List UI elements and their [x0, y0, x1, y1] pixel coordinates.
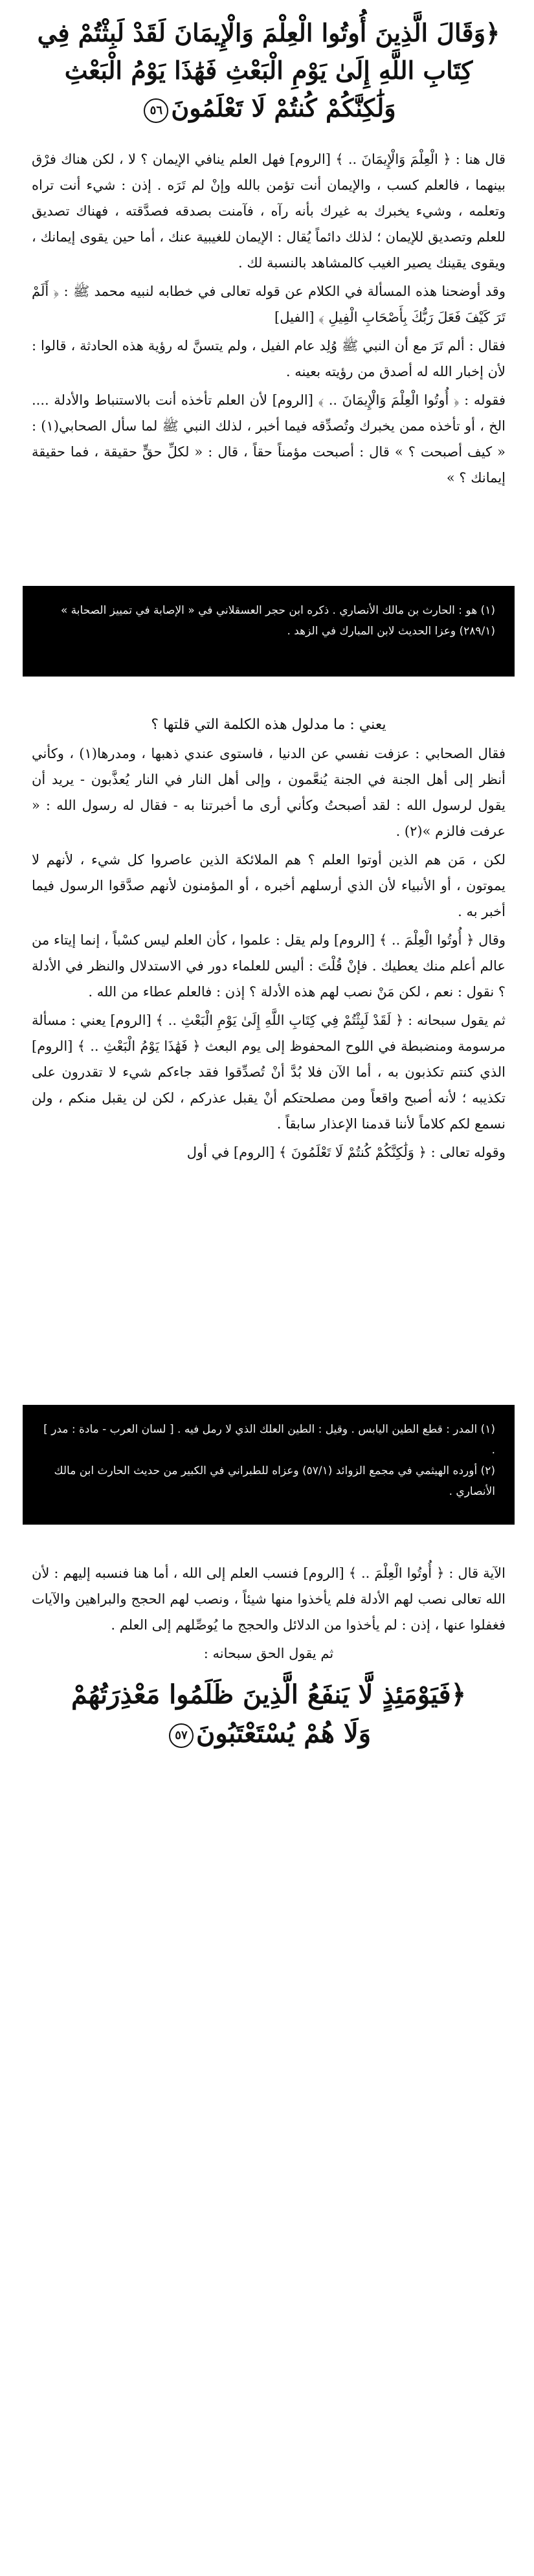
- verse-line: ﴿فَيَوْمَئِذٍ لَّا يَنفَعُ الَّذِينَ ظَلَمُوا مَعْذِرَتُهُمْ: [71, 1679, 467, 1710]
- footnote-band-2: [23, 1405, 515, 1525]
- paragraph: فقال : ألم تَرَ مع أن النبي ﷺ وُلِد عام الفيل ، ولم يتسنَّ له رؤية هذه الحادثة ، قالوا : لأن إخبار الله له أصدق من رؤيته بعينه .: [32, 338, 506, 379]
- paragraph: ثم يقول الحق سبحانه :: [203, 1646, 334, 1661]
- ayah-number: ٥٧: [169, 1723, 194, 1748]
- section-3: [32, 1560, 506, 1666]
- footnote: (٢) أورده الهيثمي في مجمع الزوائد (٥٧/١) وعزاه للطبراني في الكبير من حديث الحارث ابن مالك الأنصاري .: [54, 1464, 495, 1498]
- paragraph: وقوله تعالى : ﴿ وَلَٰكِنَّكُمْ كُنتُمْ لَا تَعْلَمُونَ ﴾ [الروم] في أول: [186, 1145, 506, 1160]
- section-2: [32, 712, 506, 1165]
- verse-line: ﴿وَقَالَ الَّذِينَ أُوتُوا الْعِلْمَ وَالْإِيمَانَ لَقَدْ لَبِثْتُمْ فِي: [37, 18, 500, 47]
- verse-line: كِتَابِ اللَّهِ إِلَىٰ يَوْمِ الْبَعْثِ فَهَٰذَا يَوْمُ الْبَعْثِ: [64, 56, 473, 85]
- page-3: [23, 1541, 515, 1929]
- paragraph: وقال ﴿ أُوتُوا الْعِلْمَ .. ﴾ [الروم] ولم يقل : علموا ، كأن العلم ليس كسْباً ، إنما إيتاء من عالم أعلم منك يعطيك . فإنْ قُلْتَ : أليس للعلماء دور في الاستدلال والنظر في الأدلة ؟ نقول : نعم ، لكن مَنْ نصب لهم هذه الأدلة ؟ إذن : فالعلم عطاء من الله .: [32, 932, 506, 1000]
- section-1: [32, 146, 506, 491]
- paragraph: الآية قال : ﴿ أُوتُوا الْعِلْمَ .. ﴾ [الروم] فنسب العلم إلى الله ، أما هنا فنسبه إليهم : لأن الله تعالى نصب لهم الأدلة فلم يأخذوا منها شيئاً ، ونصب لهم الحجج والبراهين والآيات فغفلوا عنها ، إذن : لم يأخذوا من الدلائل والحجج ما يُوصِّلهم إلى العلم .: [32, 1565, 506, 1633]
- verse-line: [23, 1714, 515, 1753]
- paragraph: فقوله : ﴿ أُوتُوا الْعِلْمَ وَالْإِيمَانَ .. ﴾ [الروم] لأن العلم تأخذه أنت بالاستنباط والأدلة .... الخ ، أو تأخذه ممن يخبرك وتُصدِّقه فيما أخبر ، لذلك النبي ﷺ لما سأل الصحابي(١) : « كيف أصبحت ؟ » قال : أصبحت مؤمناً حقاً ، قال : « لكلِّ حقٍّ حقيقة ، فما حقيقة إيمانك ؟ »: [32, 392, 506, 486]
- ayah-number: ٥٦: [144, 98, 168, 123]
- paragraph: قال هنا : ﴿ الْعِلْمَ وَالْإِيمَانَ .. ﴾ [الروم] فهل العلم ينافي الإيمان ؟ لا ، لكن هناك فرْق بينهما ، فالعلم كسب ، والإيمان أنت تؤمن بالله وإنْ لم تَرَه . إذن : شيء أنت تراه وتعلمه ، وشيء يخبرك به غيرك بأنه رآه ، فآمنت بصدقه فصدَّقته ، فهناك تصديق للعلم وتصديق للإيمان ؛ لذلك دائماً يُقال : الإيمان للغيبية عنك ، أما حين يقوى إيمانك ، ويقوى يقينك يصير الغيب كالمشاهد بالنسبة لك .: [32, 151, 506, 271]
- verse-text: وَلَٰكِنَّكُمْ كُنتُمْ لَا تَعْلَمُونَ: [171, 93, 396, 122]
- footnote-band-1: [23, 586, 515, 677]
- verse-line: [29, 89, 508, 127]
- paragraph: ثم يقول سبحانه : ﴿ لَقَدْ لَبِثْتُمْ فِي كِتَابِ اللَّهِ إِلَىٰ يَوْمِ الْبَعْثِ .. ﴾ [الروم] يعني : مسألة مرسومة ومنضبطة في اللوح المحفوظ إلى يوم البعث ﴿ فَهَٰذَا يَوْمُ الْبَعْثِ .. ﴾ [الروم] الذي كنتم تكذبون به ، أما الآن فلا بُدَّ أنْ تُصدِّقوا فقد جاءكم شيء لا تقدرون على تكذيبه ؛ لأنه أصبح واقعاً ومن مصلحتكم أنْ يقبل عذركم ، لكن لن يقبل منكم ، ولن نسمع لكم كلاماً لأننا قدمنا الإعذار سابقاً .: [32, 1013, 506, 1132]
- paragraph: لكن ، مَن هم الذين أوتوا العلم ؟ هم الملائكة الذين عاصروا كل شيء ، لأنهم لا يموتون ، أو الأنبياء لأن الذي أرسلهم أخبره ، أو المؤمنون لأنهم صدَّقوا الرسول فيما أخبر به .: [32, 852, 506, 919]
- footnote: (١) المدر : قطع الطين اليابس . وقيل : الطين العلك الذي لا رمل فيه . [ لسان العرب - مادة : مدر ] .: [43, 1423, 495, 1457]
- closing-verse: [23, 1675, 515, 1753]
- paragraph: وقد أوضحنا هذه المسألة في الكلام عن قوله تعالى في خطابه لنبيه محمد ﷺ : ﴿ أَلَمْ تَرَ كَيْفَ فَعَلَ رَبُّكَ بِأَصْحَابِ الْفِيلِ ﴾ [الفيل]: [32, 284, 506, 325]
- paragraph: فقال الصحابي : عزفت نفسي عن الدنيا ، فاستوى عندي ذهبها ، ومدرها(١) ، وكأني أنظر إلى أهل الجنة في الجنة يُنعَّمون ، وإلى أهل النار في النار يُعذَّبون - يريد أن يقول لرسول الله : لقد أصبحتُ وكأني أرى ما أخبرتنا به - فقال له رسول الله : « عرفت فالزم »(٢) .: [32, 746, 506, 839]
- opening-line: يعني : ما مدلول هذه الكلمة التي قلتها ؟: [151, 717, 386, 733]
- header-verse: [23, 0, 515, 127]
- verse-text: وَلَا هُمْ يُسْتَعْتَبُونَ: [195, 1718, 372, 1749]
- page-2: [23, 699, 515, 1372]
- footnote: (١) هو : الحارث بن مالك الأنصاري . ذكره ابن حجر العسقلاني في « الإصابة في تمييز الصحابة » (٢٨٩/١) وعزا الحديث لابن المبارك في الزهد .: [60, 604, 495, 638]
